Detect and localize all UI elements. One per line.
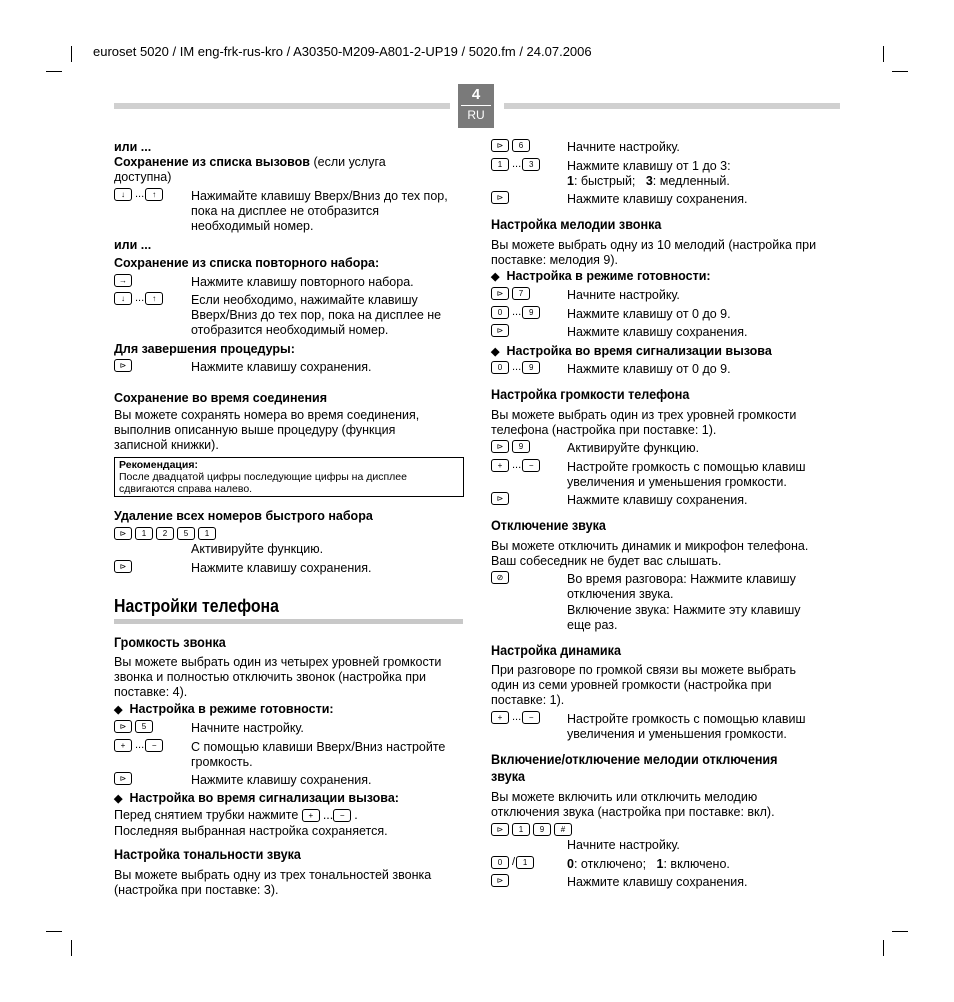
step-text: Активируйте функцию.	[567, 441, 700, 455]
save-key	[491, 873, 512, 887]
key-9: 9	[522, 306, 540, 319]
key-range: 0 ... 9	[491, 305, 543, 319]
plus-minus-keys: + ... −	[491, 458, 543, 472]
save-key-icon: ⊳	[114, 527, 132, 540]
body-text: Последняя выбранная настройка сохраняется.	[114, 824, 388, 838]
key-5: 5	[177, 527, 195, 540]
key-sequence	[114, 719, 156, 733]
finish-heading: Для завершения процедуры:	[114, 342, 295, 356]
body-text: поставке: 4).	[114, 685, 188, 699]
body-text: отключения звука (настройка при поставке: вкл).	[491, 805, 775, 819]
plus-key-icon: +	[302, 809, 320, 822]
crop-mark	[46, 71, 62, 72]
step-text: необходимый номер.	[191, 219, 314, 233]
step-text: Настройте громкость с помощью клавиш	[567, 712, 806, 726]
key-sequence	[491, 138, 533, 152]
step-text: еще раз.	[567, 618, 618, 632]
mutemel-heading: Включение/отключение мелодии отключения	[491, 751, 778, 767]
key-7: 7	[512, 287, 530, 300]
body-text: Ваш собеседник не будет вас слышать.	[491, 554, 722, 568]
save-key-icon: ⊳	[491, 492, 509, 505]
plus-key-icon: +	[114, 739, 132, 752]
step-text: Нажмите клавишу сохранения.	[191, 360, 372, 374]
step-text: Нажмите клавишу сохранения.	[567, 325, 748, 339]
hash-key-icon: #	[554, 823, 572, 836]
tip-text: После двадцатой цифры последующие цифры на дисплее сдвигаются справа налево.	[119, 471, 407, 495]
key-5: 5	[135, 720, 153, 733]
plus-minus-keys: + ... −	[491, 710, 543, 724]
minus-key-icon: −	[522, 711, 540, 724]
down-up-keys: ↓ ... ↑	[114, 187, 166, 201]
step-text: Во время разговора: Нажмите клавишу	[567, 572, 796, 586]
ringvol-heading: Громкость звонка	[114, 634, 226, 650]
save-key	[491, 190, 512, 204]
during-heading: Сохранение во время соединения	[114, 391, 327, 405]
step-text: Активируйте функцию.	[191, 542, 324, 556]
up-key-icon: ↑	[145, 188, 163, 201]
key-9: 9	[522, 361, 540, 374]
key-range: 1 ... 3	[491, 157, 543, 171]
idle-heading: ◆ Настройка в режиме готовности:	[114, 702, 334, 718]
redial-key-icon: →	[114, 274, 132, 287]
key-0: 0	[491, 856, 509, 869]
key-9: 9	[533, 823, 551, 836]
key-choice: 0 / 1	[491, 855, 537, 869]
body-text: звонка и полностью отключить звонок (настройка при	[114, 670, 426, 684]
body-text: Вы можете выбрать один из четырех уровней громкости	[114, 655, 442, 669]
section-title: Настройки телефона	[114, 596, 279, 616]
body-text: Вы можете включить или отключить мелодию	[491, 790, 758, 804]
step-text: Нажмите клавишу сохранения.	[567, 192, 748, 206]
plus-minus-keys: + ... −	[114, 738, 166, 752]
tab-divider	[461, 105, 491, 106]
save-key	[114, 771, 135, 785]
step-text: 1: быстрый; 3: медленный.	[567, 174, 730, 188]
step-text: Нажмите клавишу от 0 до 9.	[567, 307, 731, 321]
step-text: Начните настройку.	[567, 288, 680, 302]
body-text: один из семи уровней громкости (настройка при	[491, 678, 772, 692]
key-sequence	[114, 526, 219, 540]
step-text: Нажмите клавишу повторного набора.	[191, 275, 414, 289]
key-1: 1	[512, 823, 530, 836]
save-key	[114, 559, 135, 573]
section-rule	[114, 619, 463, 624]
step-text: Нажмите клавишу сохранения.	[191, 561, 372, 575]
crop-mark	[892, 71, 908, 72]
key-sequence	[491, 286, 533, 300]
body-text: Вы можете сохранять номера во время соединения,	[114, 408, 420, 422]
plus-key-icon: +	[491, 459, 509, 472]
key-1: 1	[198, 527, 216, 540]
mute-key-icon: ⊘	[491, 571, 509, 584]
melody-idle-heading: ◆ Настройка в режиме готовности:	[491, 269, 711, 285]
save-key-icon: ⊳	[491, 874, 509, 887]
tip-label: Рекомендация:	[119, 459, 198, 471]
step-text: Начните настройку.	[567, 140, 680, 154]
key-sequence	[491, 822, 575, 836]
save-key-icon: ⊳	[491, 324, 509, 337]
alert-heading: ◆ Настройка во время сигнализации вызова:	[114, 791, 399, 807]
key-range: 0 ... 9	[491, 360, 543, 374]
handvol-heading: Настройка громкости телефона	[491, 386, 690, 402]
body-text: При разговоре по громкой связи вы можете выбрать	[491, 663, 796, 677]
speaker-heading: Настройка динамика	[491, 642, 621, 658]
step-text: Нажмите клавишу от 1 до 3:	[567, 159, 731, 173]
body-text: Вы можете выбрать один из трех уровней громкости	[491, 408, 797, 422]
redial-key	[114, 273, 135, 287]
step-text: увеличения и уменьшения громкости.	[567, 727, 787, 741]
save-key-icon: ⊳	[114, 772, 132, 785]
down-up-keys: ↓ ... ↑	[114, 291, 166, 305]
up-key-icon: ↑	[145, 292, 163, 305]
tone-heading: Настройка тональности звука	[114, 846, 301, 862]
mute-heading: Отключение звука	[491, 517, 606, 533]
save-key-icon: ⊳	[114, 720, 132, 733]
step-text: увеличения и уменьшения громкости.	[567, 475, 787, 489]
crop-mark	[883, 940, 884, 956]
save-key-icon: ⊳	[491, 287, 509, 300]
mutemel-heading-cont: звука	[491, 768, 526, 784]
step-text: С помощью клавиши Вверх/Вниз настройте	[191, 740, 446, 754]
step-text: Нажмите клавишу сохранения.	[191, 773, 372, 787]
save-key-icon: ⊳	[491, 191, 509, 204]
step-text: Нажмите клавишу сохранения.	[567, 875, 748, 889]
calllist-heading-cont: доступна)	[114, 170, 172, 184]
save-key	[491, 491, 512, 505]
minus-key-icon: −	[522, 459, 540, 472]
save-key	[114, 358, 135, 372]
save-key-icon: ⊳	[491, 823, 509, 836]
step-text: Вверх/Вниз до тех пор, пока на дисплее не	[191, 308, 442, 322]
save-key-icon: ⊳	[114, 359, 132, 372]
save-key-icon: ⊳	[491, 440, 509, 453]
step-text: Настройте громкость с помощью клавиш	[567, 460, 806, 474]
down-key-icon: ↓	[114, 188, 132, 201]
language-code: RU	[467, 108, 485, 122]
step-text: громкость.	[191, 755, 253, 769]
key-6: 6	[512, 139, 530, 152]
key-2: 2	[156, 527, 174, 540]
key-0: 0	[491, 306, 509, 319]
mute-key	[491, 570, 512, 584]
key-1: 1	[491, 158, 509, 171]
body-text: записной книжки).	[114, 438, 219, 452]
crop-mark	[71, 46, 72, 62]
melody-alert-heading: ◆ Настройка во время сигнализации вызова	[491, 344, 772, 360]
key-sequence	[491, 439, 533, 453]
header-rule-left	[114, 103, 450, 109]
crop-mark	[46, 931, 62, 932]
or-label: или ...	[114, 140, 152, 154]
step-text: Нажмите клавишу от 0 до 9.	[567, 362, 731, 376]
delete-heading: Удаление всех номеров быстрого набора	[114, 509, 373, 523]
key-0: 0	[491, 361, 509, 374]
body-text: Вы можете выбрать одну из 10 мелодий (настройка при	[491, 238, 817, 252]
step-text: отобразится необходимый номер.	[191, 323, 389, 337]
step-text: Нажимайте клавишу Вверх/Вниз до тех пор,	[191, 189, 448, 203]
down-key-icon: ↓	[114, 292, 132, 305]
step-text: пока на дисплее не отобразится	[191, 204, 379, 218]
step-text: Нажмите клавишу сохранения.	[567, 493, 748, 507]
melody-heading: Настройка мелодии звонка	[491, 216, 662, 232]
alert-text: Перед снятием трубки нажмите + ... − .	[114, 808, 358, 822]
crop-mark	[71, 940, 72, 956]
save-key	[491, 323, 512, 337]
minus-key-icon: −	[145, 739, 163, 752]
or-label: или ...	[114, 238, 152, 252]
key-1: 1	[135, 527, 153, 540]
body-text: телефона (настройка при поставке: 1).	[491, 423, 717, 437]
body-text: (настройка при поставке: 3).	[114, 883, 279, 897]
step-text: Начните настройку.	[191, 721, 304, 735]
body-text: поставке: мелодия 9).	[491, 253, 619, 267]
crop-mark	[883, 46, 884, 62]
tip-box	[114, 457, 464, 497]
key-9: 9	[512, 440, 530, 453]
body-text: Вы можете выбрать одну из трех тональностей звонка	[114, 868, 432, 882]
step-text: 0: отключено; 1: включено.	[567, 857, 730, 871]
plus-key-icon: +	[491, 711, 509, 724]
minus-key-icon: −	[333, 809, 351, 822]
save-key-icon: ⊳	[491, 139, 509, 152]
redial-heading: Сохранение из списка повторного набора:	[114, 256, 380, 270]
step-text: Начните настройку.	[567, 838, 680, 852]
step-text: Включение звука: Нажмите эту клавишу	[567, 603, 801, 617]
save-key-icon: ⊳	[114, 560, 132, 573]
page-number: 4	[471, 86, 481, 103]
key-1: 1	[516, 856, 534, 869]
header-rule-right	[504, 103, 840, 109]
body-text: выполнив описанную выше процедуру (функция	[114, 423, 396, 437]
body-text: Вы можете отключить динамик и микрофон телефона.	[491, 539, 809, 553]
key-3: 3	[522, 158, 540, 171]
calllist-heading: Сохранение из списка вызовов (если услуга	[114, 155, 386, 169]
body-text: поставке: 1).	[491, 693, 565, 707]
page-number-tab	[458, 84, 494, 128]
step-text: отключения звука.	[567, 587, 674, 601]
document-meta: euroset 5020 / IM eng-frk-rus-kro / A30350-M209-A801-2-UP19 / 5020.fm / 24.07.2006	[93, 44, 592, 59]
crop-mark	[892, 931, 908, 932]
step-text: Если необходимо, нажимайте клавишу	[191, 293, 418, 307]
